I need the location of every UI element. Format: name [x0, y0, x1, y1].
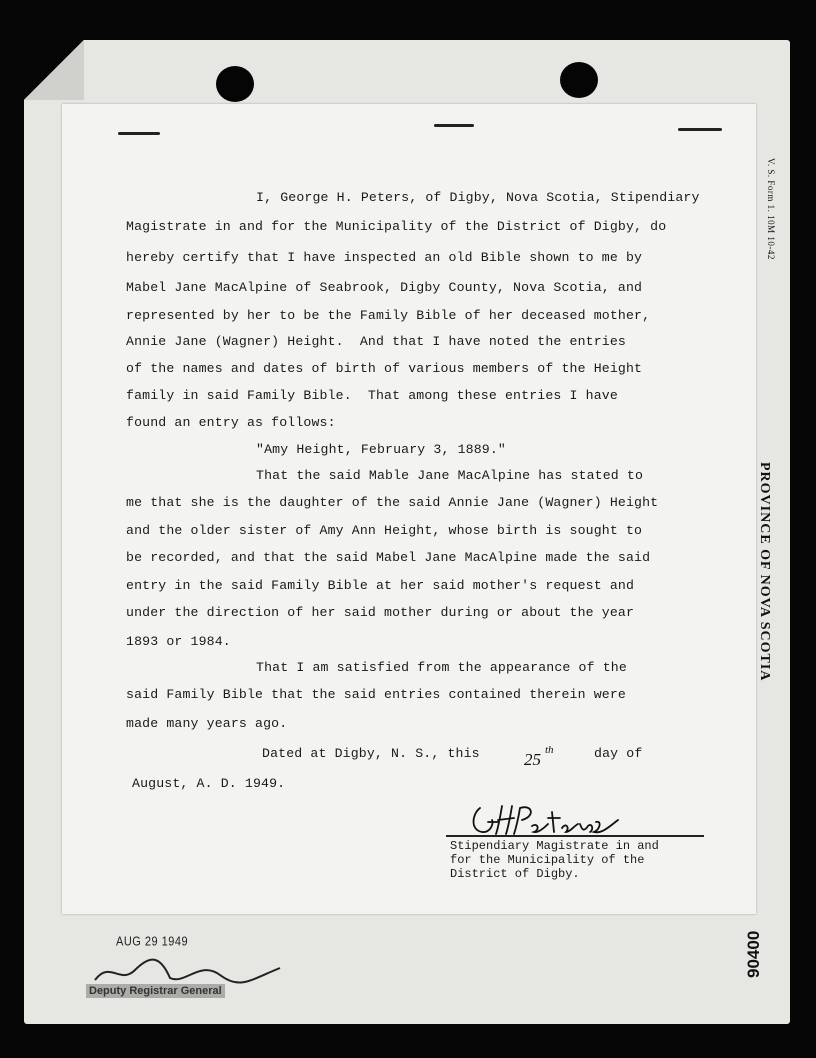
body-line: Mabel Jane MacAlpine of Seabrook, Digby County, Nova Scotia, and	[126, 280, 643, 295]
body-line: made many years ago.	[126, 716, 288, 731]
date-year-line: August, A. D. 1949.	[132, 776, 286, 791]
form-number-label: V. S. Form 1. 10M 10-42	[766, 158, 776, 260]
registration-number: 90400	[744, 930, 763, 978]
body-line: found an entry as follows:	[126, 415, 336, 430]
quoted-entry: "Amy Height, February 3, 1889."	[256, 442, 506, 457]
day-of-text: day of	[594, 746, 643, 761]
body-line: hereby certify that I have inspected an old Bible shown to me by	[126, 250, 643, 265]
body-line: and the older sister of Amy Ann Height, whose birth is sought to	[126, 523, 643, 538]
received-date-stamp: AUG 29 1949	[116, 934, 189, 950]
body-line: Annie Jane (Wagner) Height. And that I have noted the entries	[126, 334, 626, 349]
letter-body	[62, 104, 756, 914]
body-line: me that she is the daughter of the said Annie Jane (Wagner) Height	[126, 495, 659, 510]
magistrate-signature	[468, 800, 628, 840]
signature-text: GHPeters	[468, 800, 473, 801]
signature-title-line: for the Municipality of the	[450, 853, 645, 867]
body-line: be recorded, and that the said Mabel Jane MacAlpine made the said	[126, 550, 651, 565]
certificate-letter	[62, 104, 756, 914]
body-line: under the direction of her said mother during or about the year	[126, 605, 635, 620]
handwritten-day: 25	[524, 750, 541, 769]
body-line: of the names and dates of birth of various members of the Height	[126, 361, 643, 376]
body-line: Magistrate in and for the Municipality of the District of Digby, do	[126, 219, 667, 234]
body-line: represented by her to be the Family Bible of her deceased mother,	[126, 308, 651, 323]
body-line: That the said Mable Jane MacAlpine has stated to	[256, 468, 644, 483]
body-line: said Family Bible that the said entries contained therein were	[126, 687, 626, 702]
body-line: 1893 or 1984.	[126, 634, 231, 649]
signature-title	[450, 839, 659, 881]
signature-line	[446, 835, 704, 837]
registrar-signature	[90, 950, 290, 990]
handwritten-day-suffix: th	[545, 744, 554, 756]
dated-line: Dated at Digby, N. S., this	[262, 746, 480, 761]
punch-hole-right	[560, 62, 598, 98]
folded-corner	[24, 40, 84, 100]
province-heading: PROVINCE OF NOVA SCOTIA	[757, 462, 772, 682]
body-line: I, George H. Peters, of Digby, Nova Scotia, Stipendiary	[256, 190, 700, 205]
registrar-stamp: Deputy Registrar General	[86, 984, 225, 998]
signature-title-line: District of Digby.	[450, 867, 580, 881]
body-line: family in said Family Bible. That among these entries I have	[126, 388, 618, 403]
body-line: entry in the said Family Bible at her said mother's request and	[126, 578, 635, 593]
signature-title-line: Stipendiary Magistrate in and	[450, 839, 659, 853]
punch-hole-left	[216, 66, 254, 102]
body-line: That I am satisfied from the appearance of the	[256, 660, 627, 675]
